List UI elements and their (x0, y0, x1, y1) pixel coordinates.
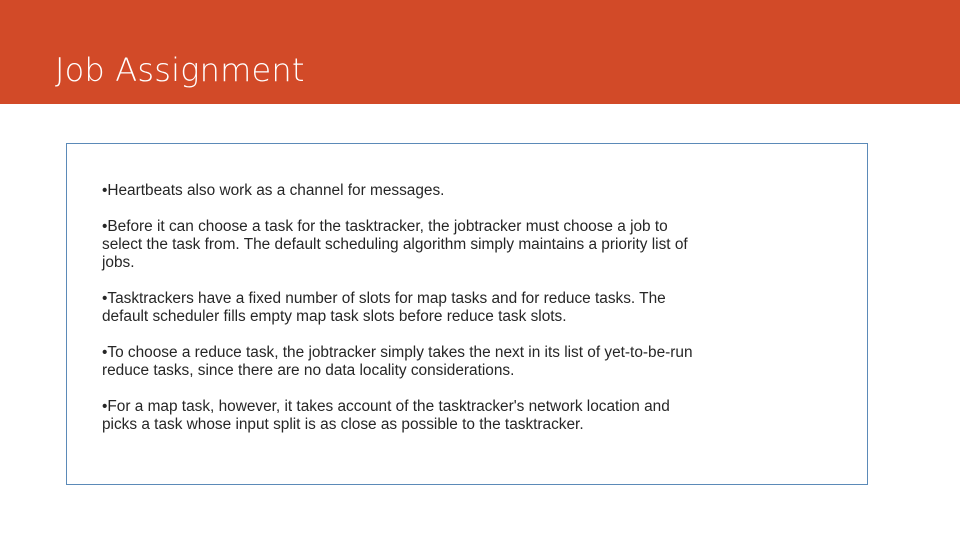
bullet-item: •Tasktrackers have a fixed number of slots for map tasks and for reduce tasks. The default scheduler fills empty map task slots before reduce task slots. (102, 290, 666, 325)
bullet-item: •To choose a reduce task, the jobtracker simply takes the next in its list of yet-to-be-run reduce tasks, since there are no data locality considerations. (102, 344, 693, 379)
slide-title: Job Assignment (55, 51, 305, 89)
bullet-item: •Before it can choose a task for the tasktracker, the jobtracker must choose a job to select the task from. The default scheduling algorithm simply maintains a priority list of jobs. (102, 218, 688, 271)
title-bar (0, 0, 960, 104)
bullet-list (102, 182, 832, 452)
bullet-item: •For a map task, however, it takes account of the tasktracker's network location and picks a task whose input split is as close as possible to the tasktracker. (102, 398, 670, 433)
content-box (66, 143, 868, 485)
bullet-item: •Heartbeats also work as a channel for messages. (102, 182, 445, 199)
